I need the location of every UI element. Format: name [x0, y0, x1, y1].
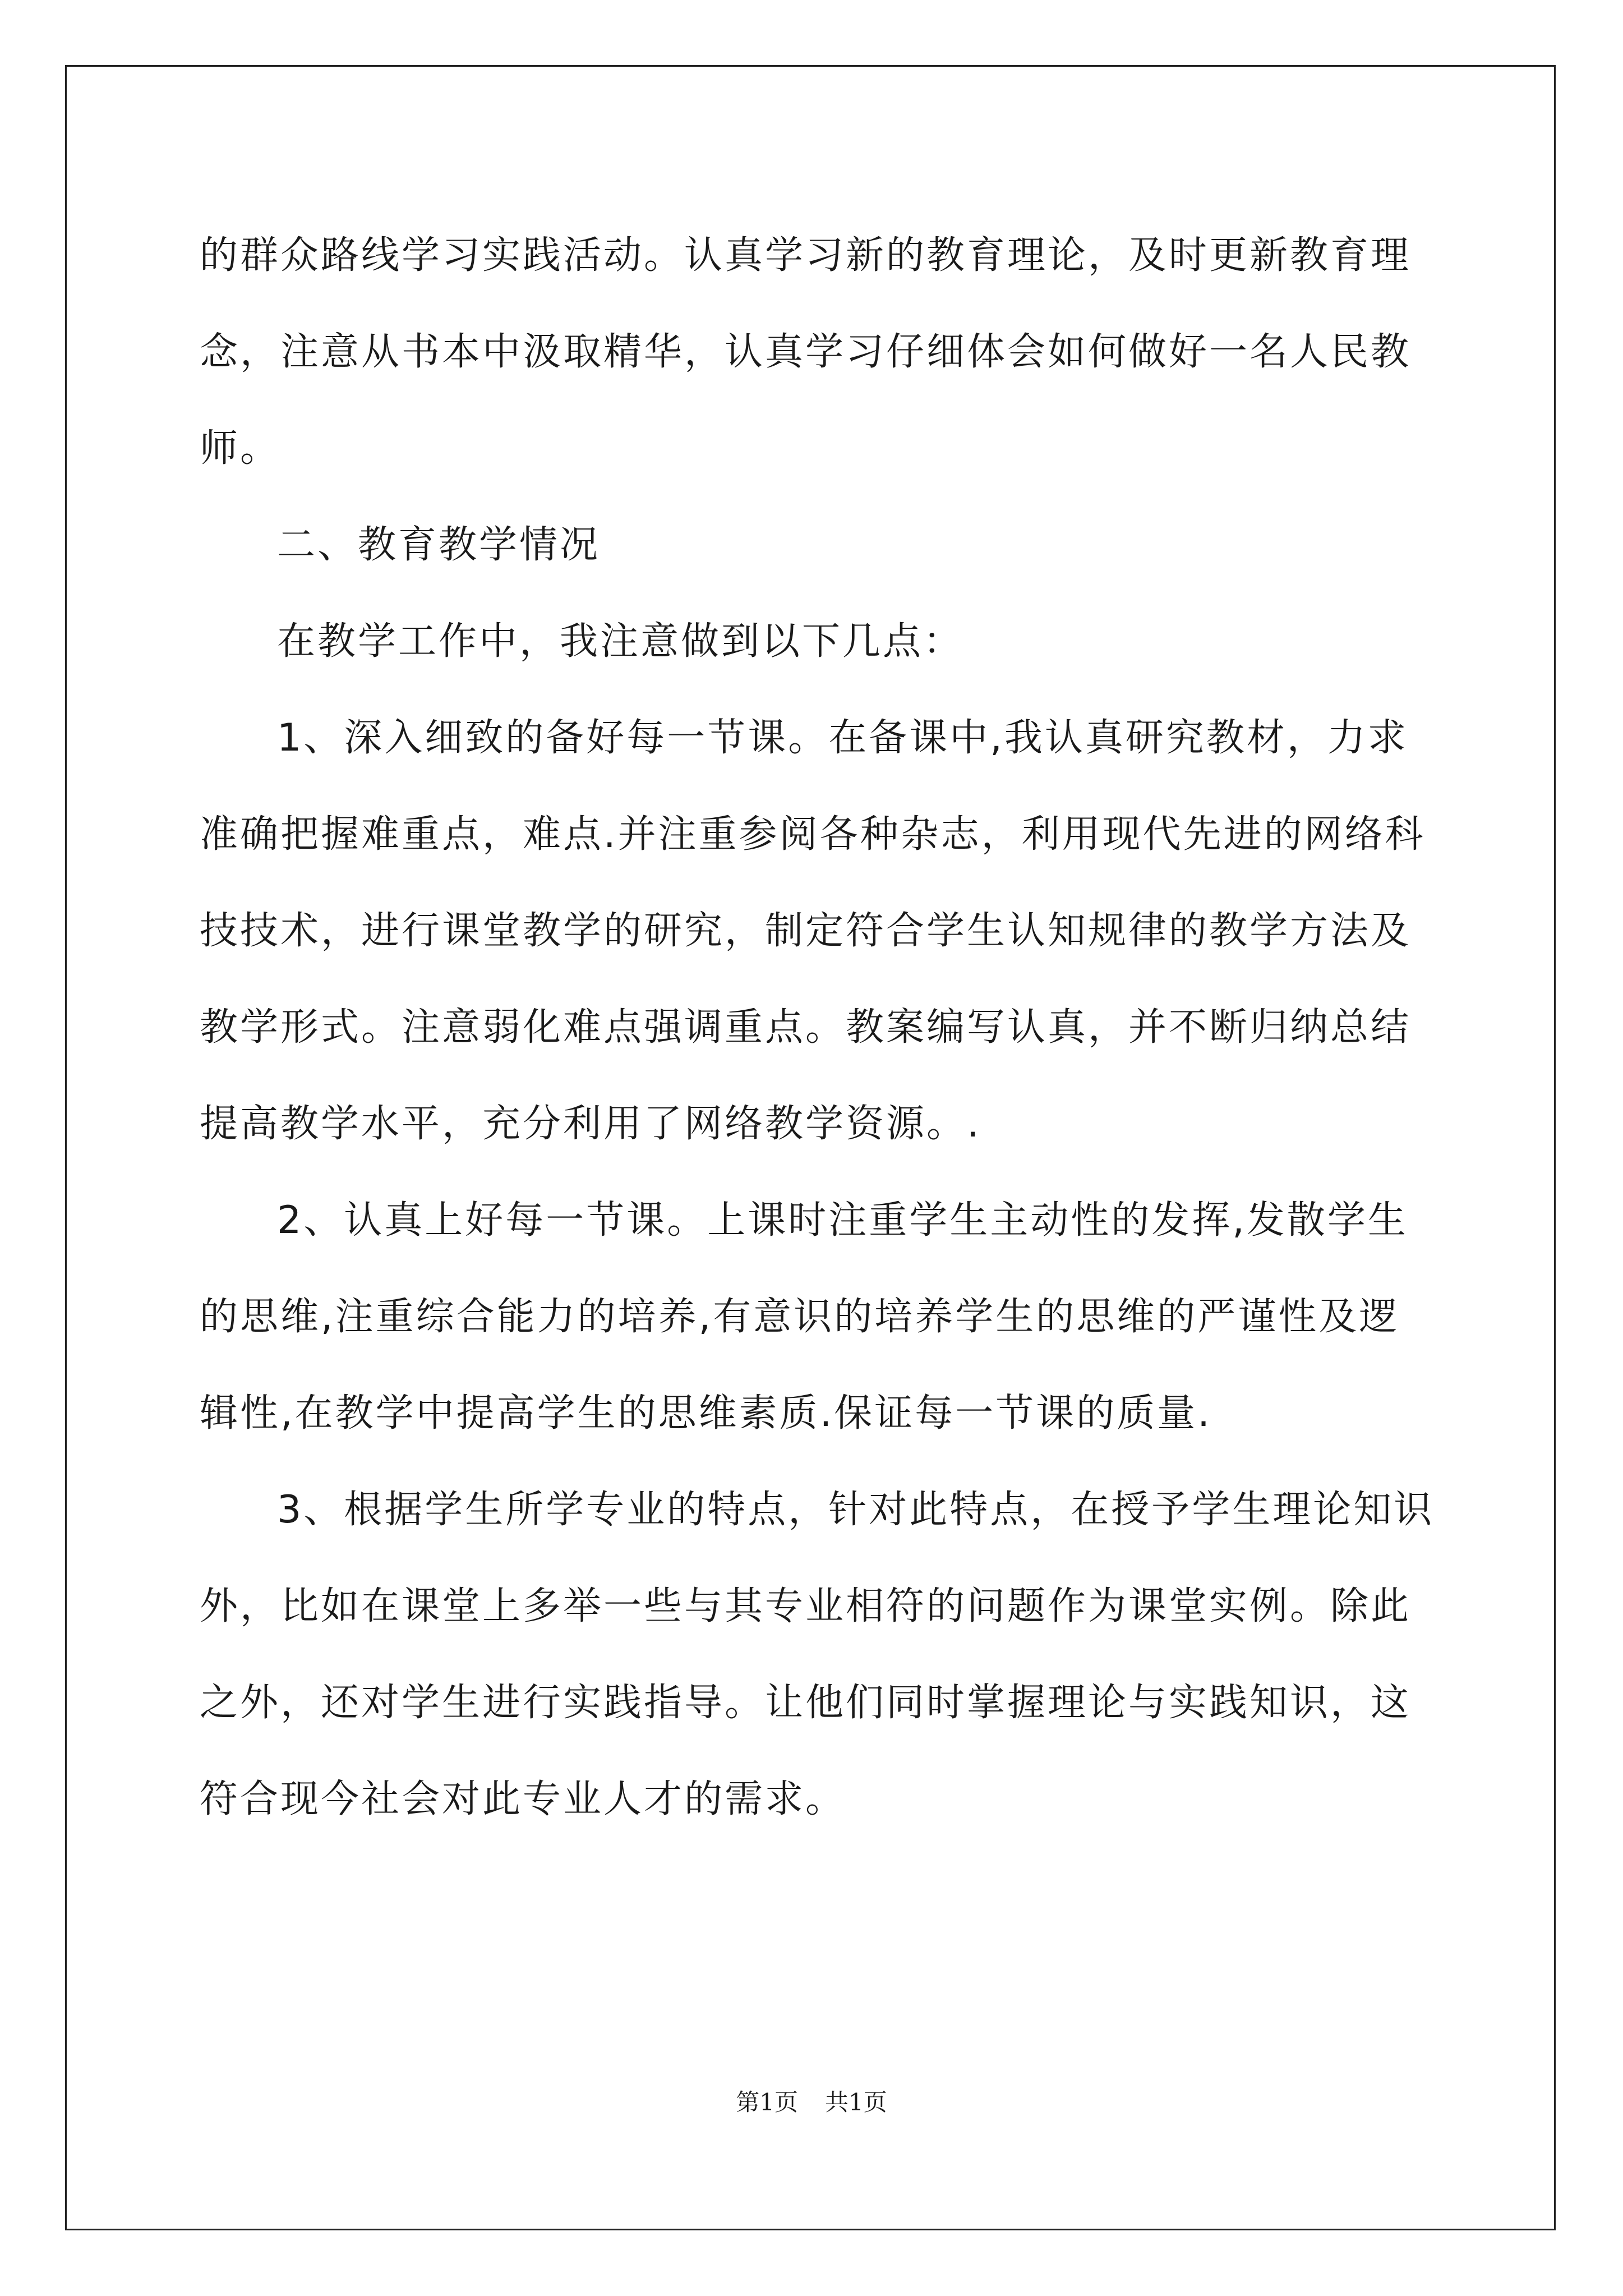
- text-line: 之外，还对学生进行实践指导。让他们同时掌握理论与实践知识，这: [200, 1681, 1412, 1725]
- text-line: 技技术，进行课堂教学的研究，制定符合学生认知规律的教学方法及: [200, 909, 1412, 953]
- text-line: 2、认真上好每一节课。上课时注重学生主动性的发挥,发散学生: [277, 1198, 1408, 1243]
- text-line: 的群众路线学习实践活动。认真学习新的教育理论，及时更新教育理: [200, 233, 1412, 278]
- section-heading: 二、教育教学情况: [277, 523, 601, 567]
- text-line: 师。: [200, 426, 281, 471]
- text-line: 3、根据学生所学专业的特点，针对此特点，在授予学生理论知识: [277, 1488, 1435, 1532]
- page-number-total: 共1页: [825, 2088, 887, 2116]
- document-body: [200, 208, 1435, 1848]
- page-number-current: 第1页: [736, 2088, 798, 2116]
- text-line: 的思维,注重综合能力的培养,有意识的培养学生的思维的严谨性及逻: [200, 1295, 1400, 1339]
- text-line: 在教学工作中，我注意做到以下几点：: [277, 619, 964, 664]
- text-line: 提高教学水平，充分利用了网络教学资源。.: [200, 1102, 981, 1146]
- text-line: 外，比如在课堂上多举一些与其专业相符的问题作为课堂实例。除此: [200, 1584, 1412, 1628]
- text-line: 准确把握难重点，难点.并注重参阅各种杂志，利用现代先进的网络科: [200, 812, 1426, 857]
- text-line: 教学形式。注意弱化难点强调重点。教案编写认真，并不断归纳总结: [200, 1005, 1412, 1050]
- text-line: 符合现今社会对此专业人才的需求。: [200, 1777, 846, 1821]
- text-line: 辑性,在教学中提高学生的思维素质.保证每一节课的质量.: [200, 1391, 1212, 1435]
- text-line: 念，注意从书本中汲取精华，认真学习仔细体会如何做好一名人民教: [200, 330, 1412, 374]
- page-footer: [0, 2084, 1623, 2118]
- text-line: 1、深入细致的备好每一节课。在备课中,我认真研究教材，力求: [277, 716, 1408, 760]
